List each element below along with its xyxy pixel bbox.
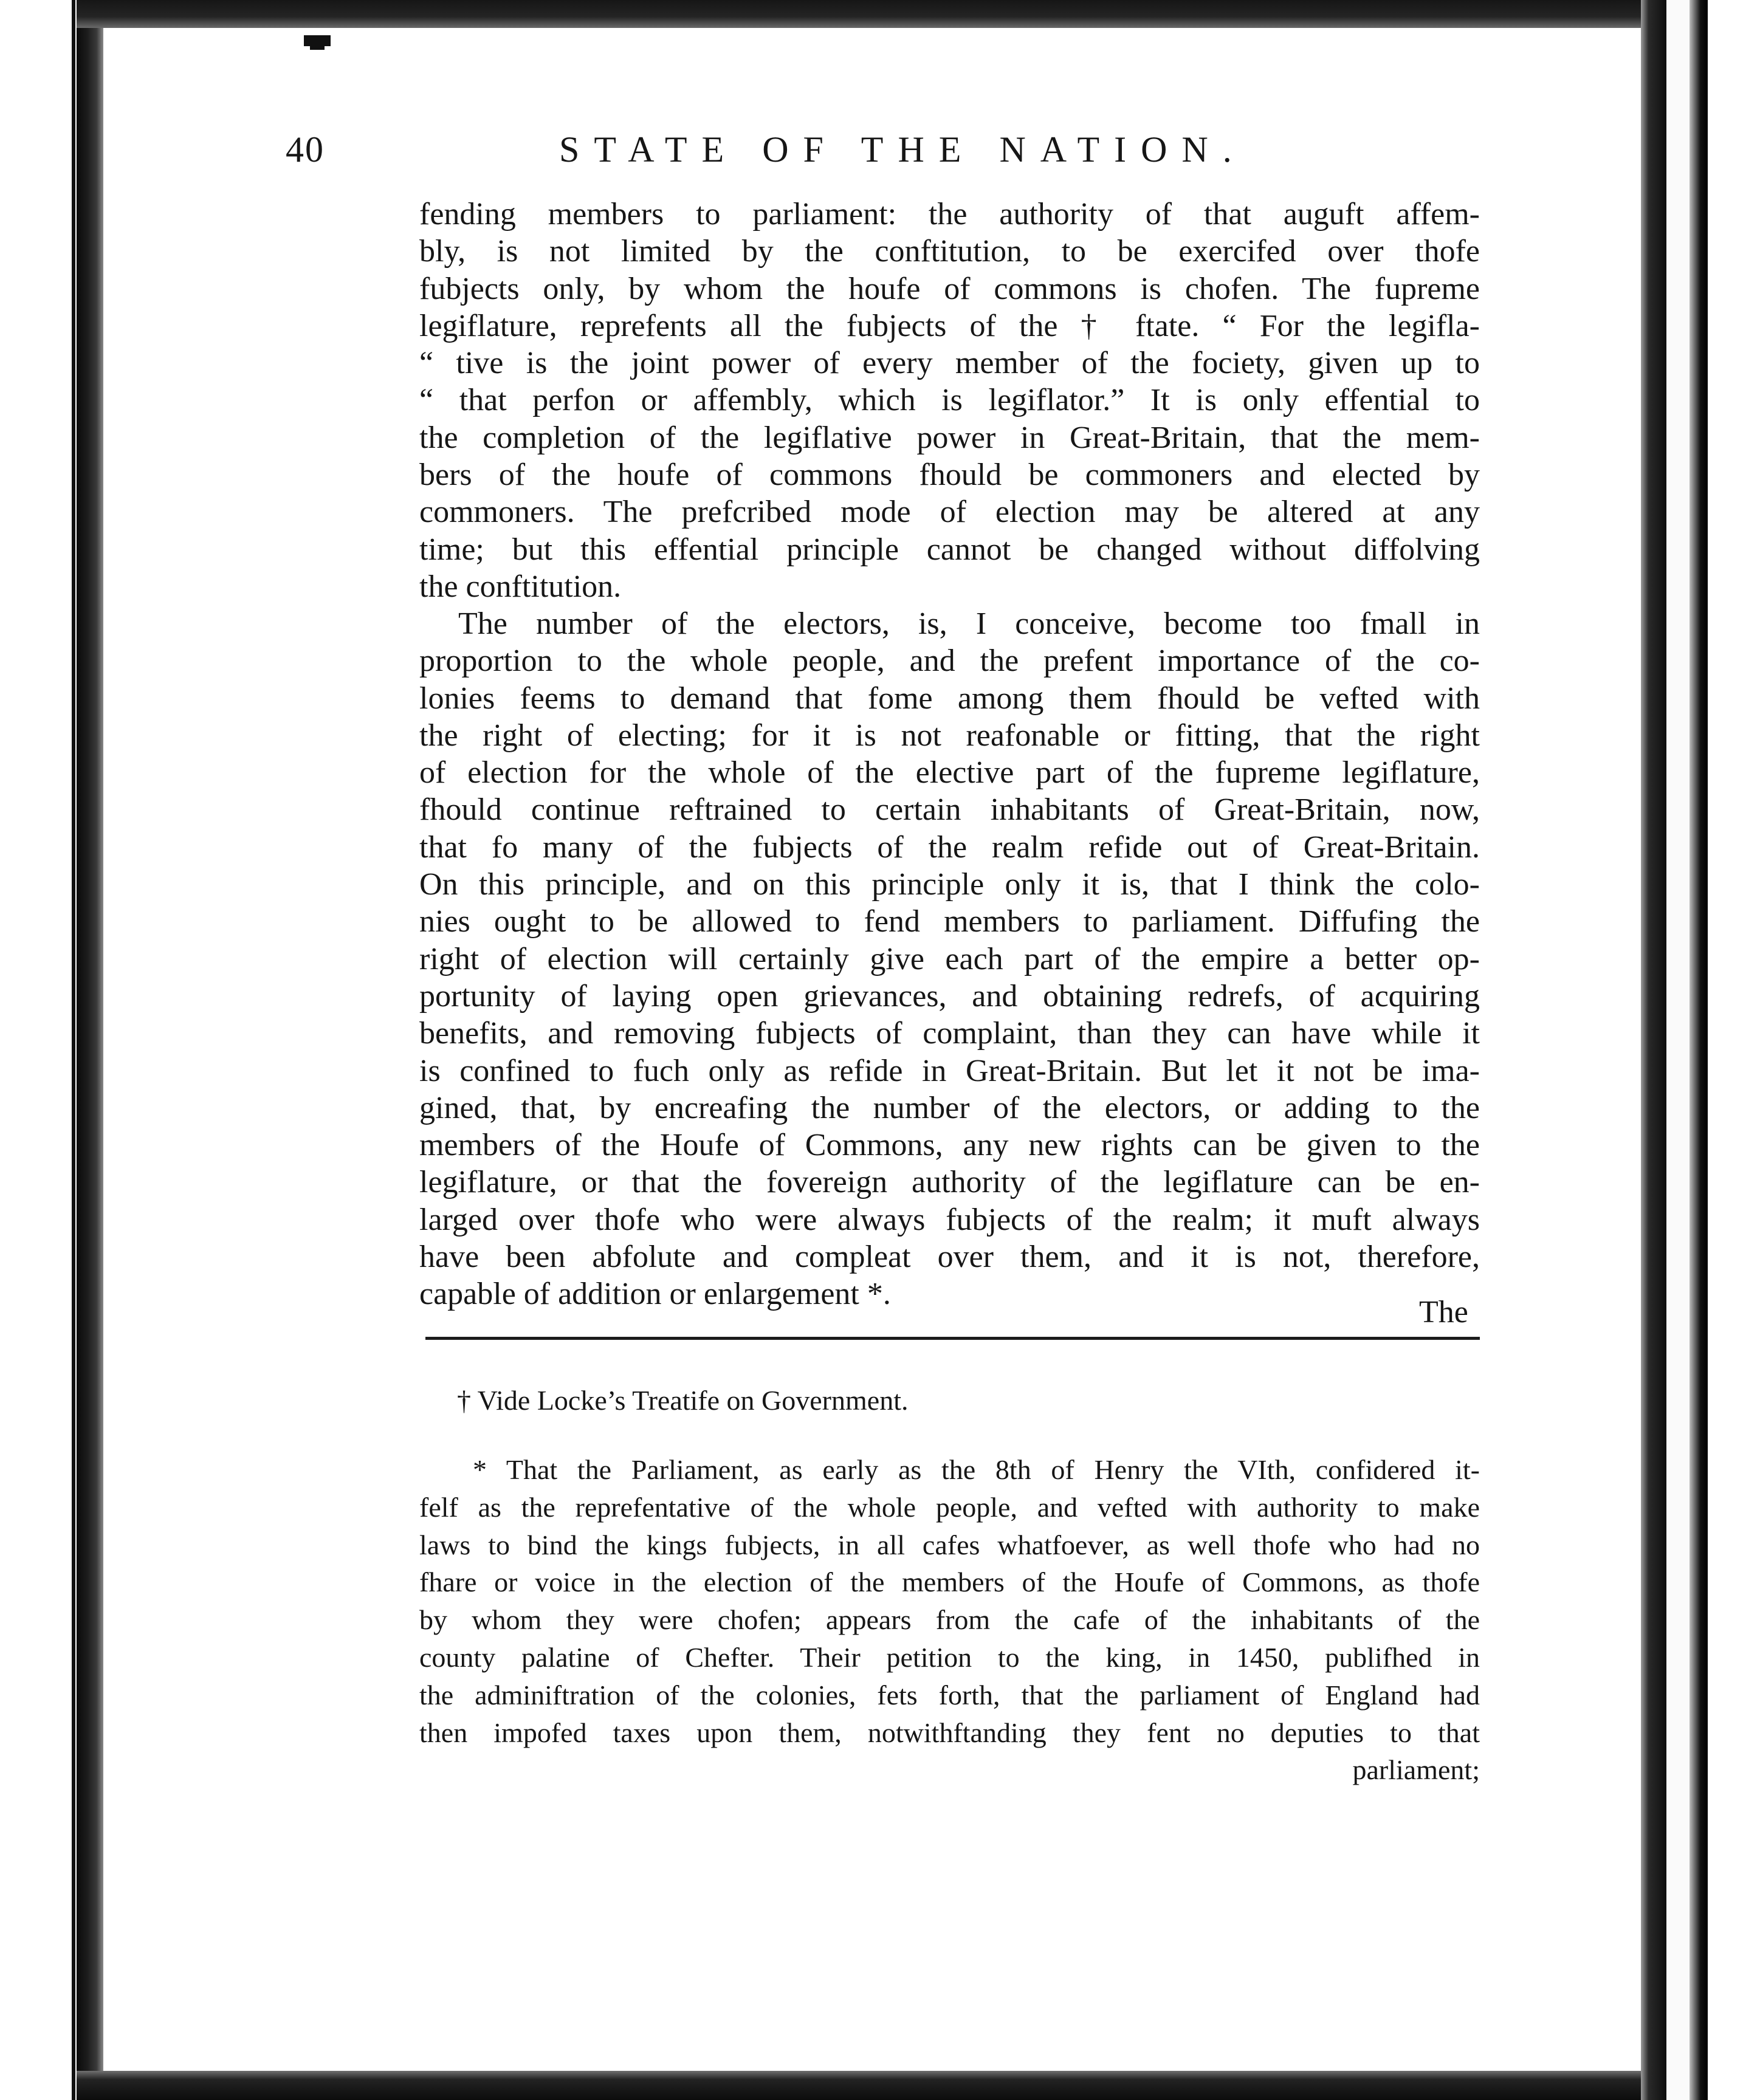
footnote-line: then impofed taxes upon them, notwithftanding they fent no deputies to that [419, 1717, 1480, 1748]
footnote-catchword: parliament; [1352, 1754, 1480, 1786]
catchword: The [1419, 1295, 1468, 1330]
text-line: fending members to parliament: the authority of that auguft affem- [419, 197, 1480, 232]
footnote-line: by whom they were chofen; appears from the cafe of the inhabitants of the [419, 1604, 1480, 1636]
body-paragraph-2 [419, 605, 1480, 1313]
text-line: legiflature, or that the fovereign authority of the legiflature can be en- [419, 1165, 1480, 1200]
text-line: the completion of the legiflative power in Great-Britain, that the mem- [419, 420, 1480, 455]
footnote-line: laws to bind the kings fubjects, in all cafes whatfoever, as well thofe who had no [419, 1529, 1480, 1560]
text-line: benefits, and removing fubjects of complaint, than they can have while it [419, 1016, 1480, 1051]
text-line: time; but this effential principle cannot be changed without diffolving [419, 532, 1480, 567]
body-paragraph-1 [419, 196, 1480, 605]
text-line: bly, is not limited by the conftitution, to be exercifed over thofe [419, 234, 1480, 269]
text-line: have been abfolute and compleat over them, and it is not, therefore, [419, 1240, 1480, 1275]
text-line: members of the Houfe of Commons, any new rights can be given to the [419, 1128, 1480, 1163]
text-line: of election for the whole of the elective part of the fupreme legiflature, [419, 755, 1480, 791]
scan-border-top [77, 0, 1687, 28]
footnote-rule [425, 1337, 1480, 1340]
text-line: commoners. The prefcribed mode of election may be altered at any [419, 495, 1480, 530]
page-number: 40 [286, 129, 325, 170]
footnote-star [419, 1451, 1480, 1789]
page-title: STATE OF THE NATION. [559, 129, 1246, 170]
text-line: is confined to fuch only as refide in Great-Britain. But let it not be ima- [419, 1053, 1480, 1088]
text-line: portunity of laying open grievances, and obtaining redrefs, of acquiring [419, 978, 1480, 1014]
text-line: bers of the houfe of commons fhould be commoners and elected by [419, 458, 1480, 493]
text-line: proportion to the whole people, and the prefent importance of the co- [419, 643, 1480, 679]
scan-gutter-right [1641, 0, 1666, 2100]
text-line: lonies feems to demand that fome among them fhould be vefted with [419, 681, 1480, 716]
scan-gutter-left [77, 0, 103, 2100]
footnote-line: the adminiftration of the colonies, fets forth, that the parliament of England had [419, 1679, 1480, 1711]
ink-speck [304, 35, 331, 46]
footnote-line: * That the Parliament, as early as the 8th of Henry the VIth, confidered it- [473, 1454, 1480, 1485]
text-line: fhould continue reftrained to certain inhabitants of Great-Britain, now, [419, 792, 1480, 828]
footnote-line: fhare or voice in the election of the members of the Houfe of Commons, as thofe [419, 1566, 1480, 1598]
text-line: nies ought to be allowed to fend members to parliament. Diffufing the [419, 904, 1480, 939]
scan-border-bottom [77, 2071, 1687, 2100]
footnote-line: county palatine of Chefter. Their petition to the king, in 1450, publifhed in [419, 1641, 1480, 1673]
text-line: The number of the electors, is, I conceive, become too fmall in [458, 606, 1480, 641]
text-line: gined, that, by encreafing the number of the electors, or adding to the [419, 1090, 1480, 1125]
text-line: fubjects only, by whom the houfe of commons is chofen. The fupreme [419, 271, 1480, 306]
text-line: capable of addition or enlargement *. [419, 1277, 891, 1312]
text-line: “ tive is the joint power of every member of the fociety, given up to [419, 346, 1480, 381]
text-line: that fo many of the fubjects of the realm refide out of Great-Britain. [419, 829, 1480, 865]
text-line: the conftitution. [419, 569, 622, 604]
facing-page-edge [1666, 0, 1690, 2100]
text-line: right of election will certainly give each part of the empire a better op- [419, 941, 1480, 976]
scan-frame-edge [72, 0, 75, 2100]
running-head [286, 129, 1386, 190]
footnote-dagger: † Vide Locke’s Treatife on Government. [457, 1385, 909, 1416]
ink-speck [310, 46, 325, 50]
scan-border-right [1690, 0, 1708, 2100]
text-line: “ that perfon or affembly, which is legiflator.” It is only effential to [419, 383, 1480, 418]
text-line: the right of electing; for it is not reafonable or fitting, that the right [419, 718, 1480, 753]
footnote-line: felf as the reprefentative of the whole people, and vefted with authority to make [419, 1491, 1480, 1523]
text-line: legiflature, reprefents all the fubjects of the † ftate. “ For the legifla- [419, 308, 1480, 343]
text-line: On this principle, and on this principle only it is, that I think the colo- [419, 867, 1480, 902]
text-line: larged over thofe who were always fubjects of the realm; it muft always [419, 1202, 1480, 1237]
